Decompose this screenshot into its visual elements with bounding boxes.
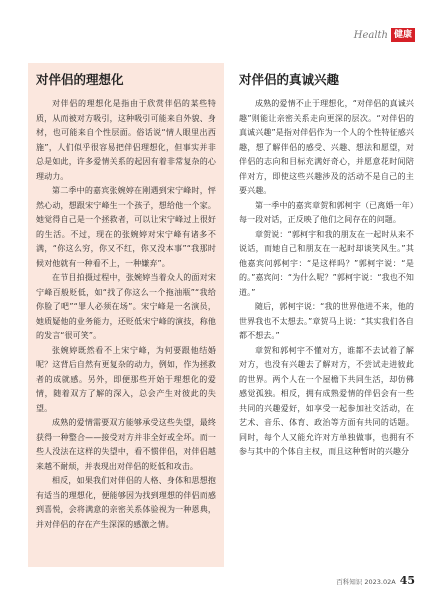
right-paragraph: 成熟的爱情不止于理想化，“对伴侣的真诚兴趣”则能让亲密关系走向更深的层次。“对伴侣的真诚兴趣”是指对伴侣作为一个人的个性特征感兴趣，想了解伴侣的感受、兴趣、想法和愿望，对伴侣的志向和目标充满好奇心，并愿意花时间陪伴对方，即使这些兴趣涉及的活动不是自己的主要兴趣。 xyxy=(239,99,414,195)
right-column-title: 对伴侣的真诚兴趣 xyxy=(239,72,340,87)
right-paragraph: 章贺说：“郭柯宇和我的朋友在一起时从来不说话，而她自己和朋友在一起时却谈笑风生。”其他嘉宾问郭柯宇：“是这样吗？”郭柯宇说：“是的。”嘉宾问：“为什么呢？”郭柯宇说：“我也不知道。” xyxy=(239,229,414,297)
right-paragraph: 第一季中的嘉宾章贺和郭柯宇（已离婚一年）每一段对话，正反映了他们之间存在的问题。 xyxy=(239,200,414,224)
left-paragraph: 在节目拍摄过程中，张婉婷当着众人的面对宋宁峰百般贬低，如“找了你这么一个拖油瓶”“我给你脸了吧”“罪人必须在场”。宋宁峰是一名演员，她质疑他的业务能力，还贬低宋宁峰的演技，称他的发言“很可笑”。 xyxy=(36,273,216,340)
right-paragraph: 随后，郭柯宇说：“我的世界他进不来，他的世界我也不太想去。”章贺马上说：“其实我们各自都不想去。” xyxy=(239,302,414,340)
left-column-title: 对伴侣的理想化 xyxy=(36,72,124,87)
right-paragraph: 章贺和郭柯宇不懂对方，谁都不去试着了解对方，也没有兴趣去了解对方，不尝试走进彼此的世界。两个人在一个屋檐下共同生活，却仿佛感觉孤独。相反，拥有成熟爱情的伴侣会有一些共同的兴趣爱好，如享受一起参加社交活动，在艺术、音乐、体育、政治等方面有共同的话题。同时，每个人又能允许对方单独做事，也拥有不参与其中的个体自主权，而且这种暂时的兴趣分 xyxy=(239,345,414,456)
left-paragraph: 对伴侣的理想化是指由于欣赏伴侣的某些特质，从而被对方吸引，这种吸引可能来自外貌、身材，也可能来自个性层面。俗话说“情人眼里出西施”，人们似乎很容易把伴侣理想化，但事实并非总是如此，许多爱情关系的起因有着非常复杂的心理动力。 xyxy=(36,99,216,181)
section-badge: 健康 xyxy=(391,28,415,42)
section-header xyxy=(354,28,415,42)
left-paragraph: 成熟的爱情需要双方能够承受这些失望，最终获得一种整合——接受对方并非全好或全坏。而一些人没法在这样的失望中，看不惯伴侣，对伴侣越来越不耐烦，并表现出对伴侣的贬低和攻击。 xyxy=(36,418,216,471)
page-footer xyxy=(336,574,415,587)
page-number: 45 xyxy=(399,574,415,587)
section-label-en: Health xyxy=(353,29,388,41)
left-paragraph: 张婉婷既然看不上宋宁峰，为何要跟他结婚呢？这背后自然有更复杂的动力，例如，作为拯救者的成就感。另外，即便那些开始于理想化的爱情，随着双方了解的深入，总会产生对彼此的失望。 xyxy=(36,345,216,413)
right-column xyxy=(231,63,414,567)
left-paragraph: 相反，如果我们对伴侣的人格、身体和思想抱有适当的理想化，便能够因为找到理想的伴侣而感到喜悦，会将满意的亲密关系体验视为一种恩典，并对伴侣的存在产生深深的感激之情。 xyxy=(36,476,216,529)
left-paragraph: 第二季中的嘉宾张婉婷在刚遇到宋宁峰时，怦然心动，想跟宋宁峰生一个孩子，想给他一个家。她觉得自己是一个拯救者，可以让宋宁峰过上很好的生活。不过，现在的张婉婷对宋宁峰有诸多不满，“你这么穷，你又不红，你又没本事”“我那时候对他就有一种看不上，一种嫌弃”。 xyxy=(36,186,216,268)
magazine-issue: 百科知识 2023.02A xyxy=(336,578,396,586)
left-column-box xyxy=(28,63,224,567)
